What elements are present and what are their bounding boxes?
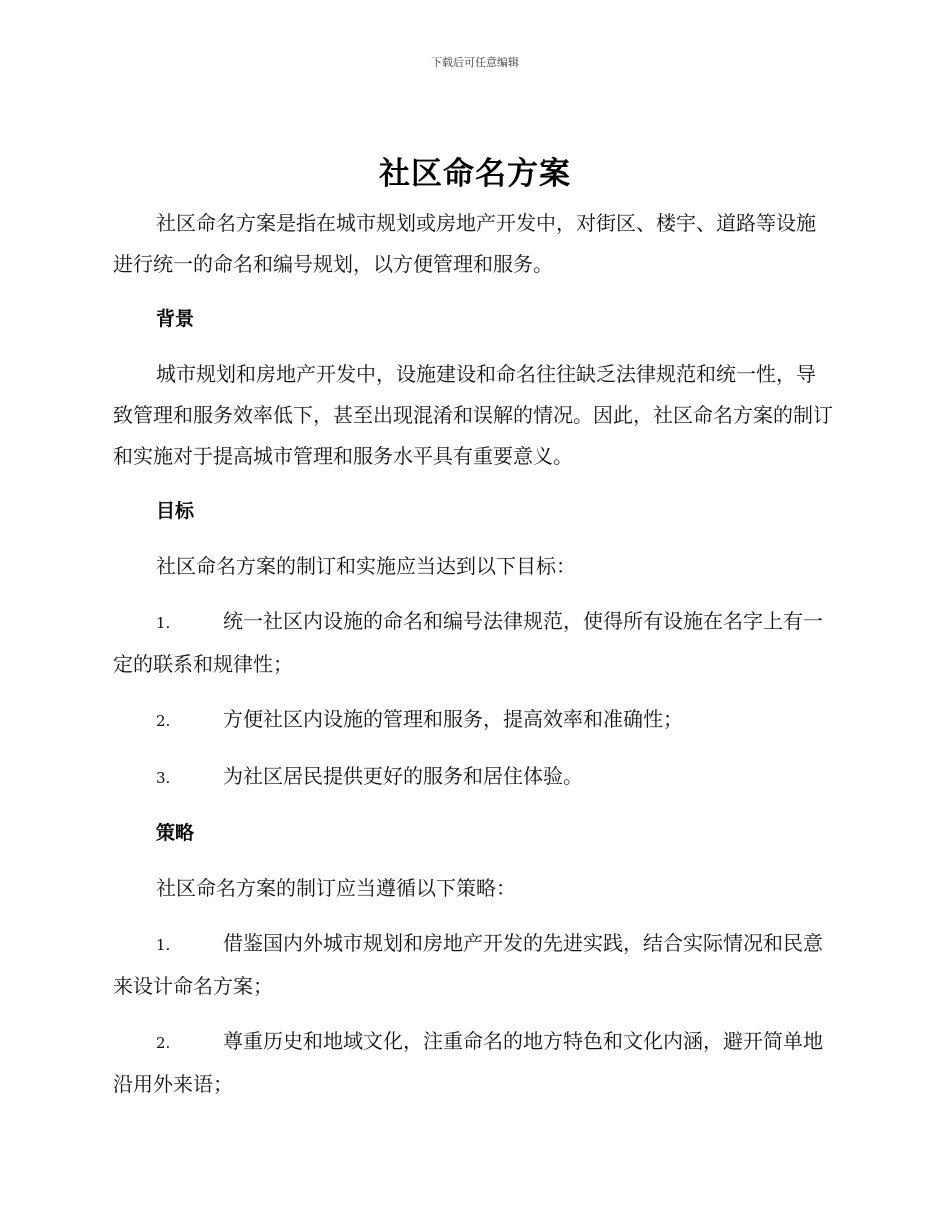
document-title: 社区命名方案 <box>379 156 571 192</box>
list-number: 1. <box>156 614 171 632</box>
goals-list-item <box>113 699 833 742</box>
list-item-text: 借鉴国内外城市规划和房地产开发的先进实践，结合实际情况和民意来设计命名方案； <box>113 931 823 998</box>
list-number: 2. <box>156 1034 171 1052</box>
list-item-text: 为社区居民提供更好的服务和居住体验。 <box>223 764 583 788</box>
strategy-list-item <box>113 923 833 1007</box>
background-paragraph: 城市规划和房地产开发中，设施建设和命名往往缺乏法律规范和统一性，导致管理和服务效率低下，甚至出现混淆和误解的情况。因此，社区命名方案的制订和实施对于提高城市管理和服务水平具有重要意义。 <box>113 362 833 468</box>
list-number: 3. <box>156 769 171 787</box>
list-number: 2. <box>156 712 171 730</box>
goals-list-item <box>113 601 833 685</box>
strategy-lead-paragraph: 社区命名方案的制订应当遵循以下策略： <box>156 876 516 900</box>
list-item-text: 尊重历史和地域文化，注重命名的地方特色和文化内涵，避开简单地沿用外来语； <box>113 1029 823 1096</box>
document-body <box>113 203 833 1119</box>
goals-lead-paragraph: 社区命名方案的制订和实施应当达到以下目标： <box>156 554 576 578</box>
list-item-text: 统一社区内设施的命名和编号法律规范，使得所有设施在名字上有一定的联系和规律性； <box>113 609 823 676</box>
list-number: 1. <box>156 936 171 954</box>
list-item-text: 方便社区内设施的管理和服务，提高效率和准确性； <box>223 707 683 731</box>
goals-list-item <box>113 756 833 799</box>
page-header-note: 下载后可任意编辑 <box>431 56 519 69</box>
section-heading-strategy: 策略 <box>156 822 195 844</box>
section-heading-background: 背景 <box>156 308 195 330</box>
strategy-list-item <box>113 1021 833 1105</box>
section-heading-goals: 目标 <box>156 500 195 522</box>
intro-paragraph: 社区命名方案是指在城市规划或房地产开发中，对街区、楼宇、道路等设施进行统一的命名和编号规划，以方便管理和服务。 <box>113 211 816 276</box>
